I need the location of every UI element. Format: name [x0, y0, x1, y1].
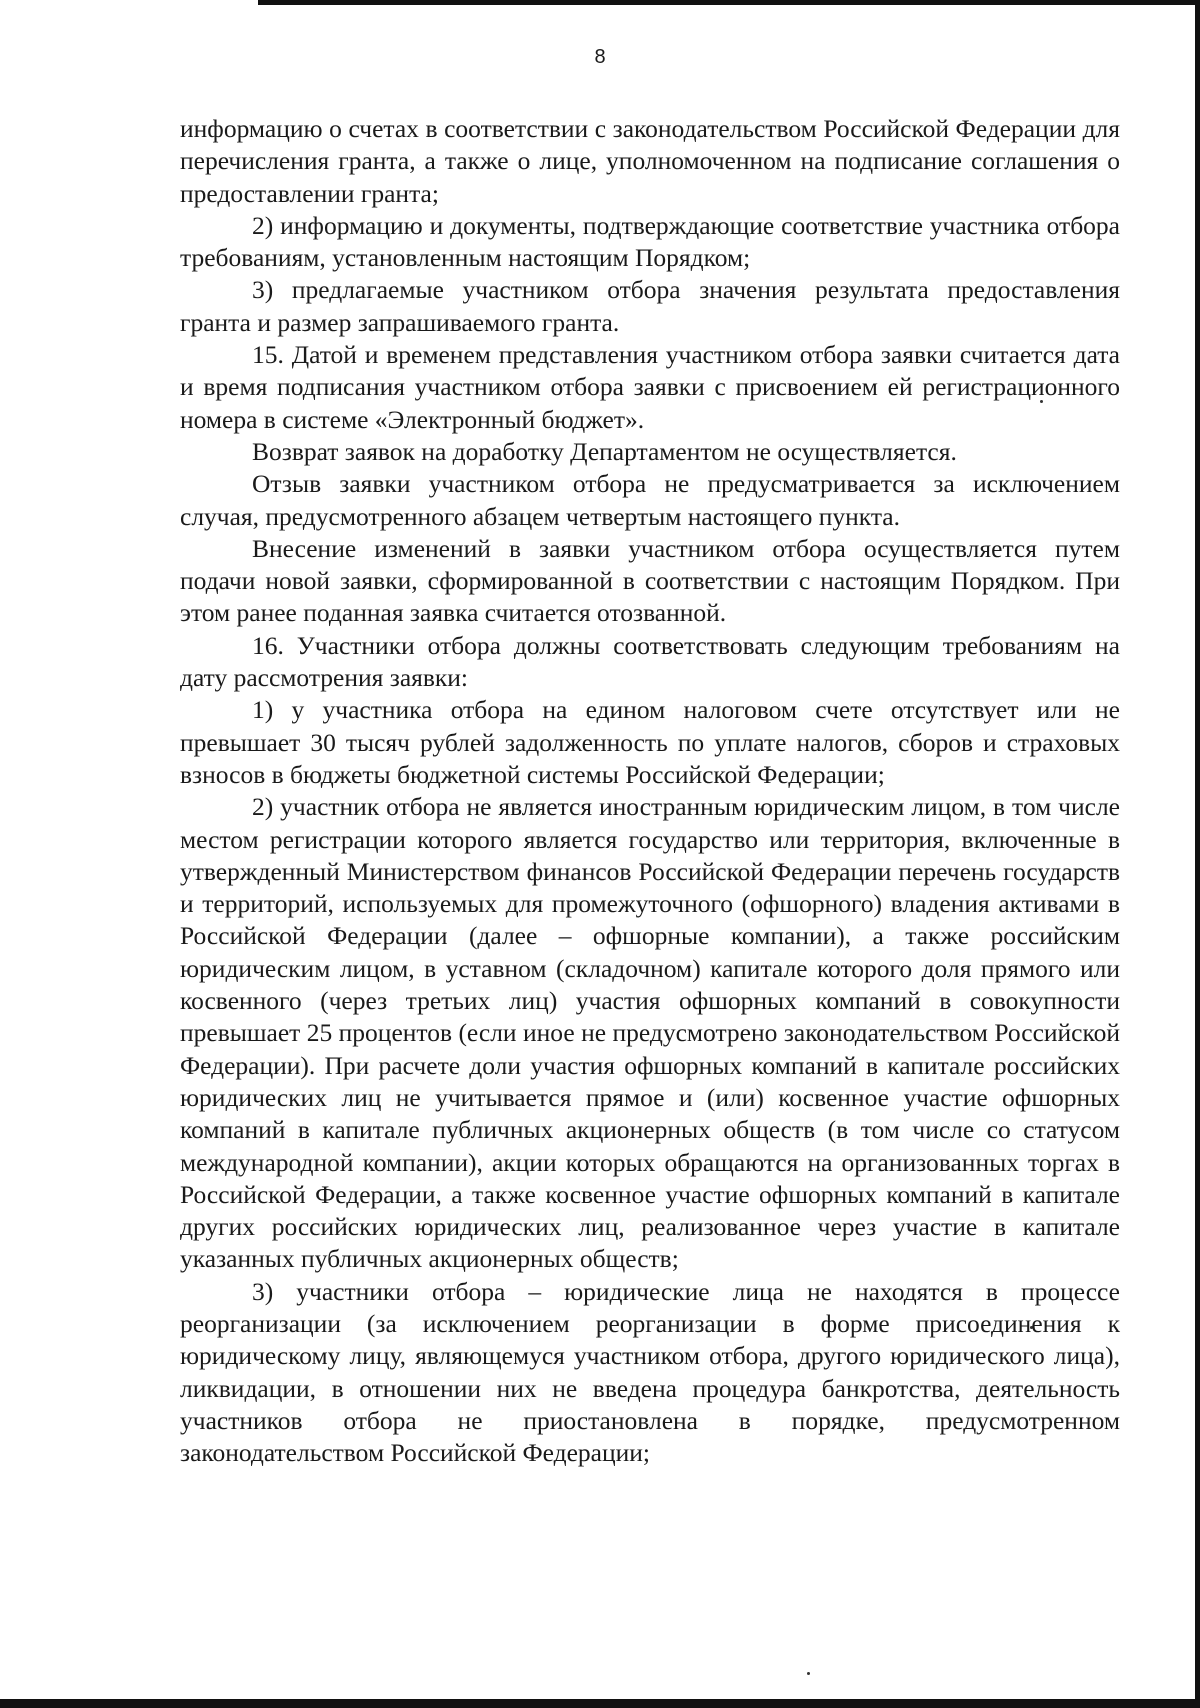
scan-border-right [1195, 0, 1200, 1708]
scan-border-bottom [0, 1699, 1200, 1708]
paragraph-continuation: информацию о счетах в соответствии с законодательством Российской Федерации для перечисления гранта, а также о лице, уполномоченном на подписание соглашения о предоставлении гранта; [180, 114, 1120, 208]
paragraph-item-2: 2) информацию и документы, подтверждающие соответствие участника отбора требованиям, установленным настоящим Порядком; [180, 210, 1120, 273]
paragraph-16-item-2: 2) участник отбора не является иностранным юридическим лицом, в том числе местом регистрации которого является государство или территория, включенные в утвержденный Министерством финансов Российской Федерации перечень государств и территорий, используемых для промежуточного (офшорного) владения активами в Российской Федерации (далее – офшорные компании), а также российским юридическим лицом, в уставном (складочном) капитале которого доля прямого или косвенного (через третьих лиц) участия офшорных компаний в совокупности превышает 25 процентов (если иное не предусмотрено законодательством Российской Федерации). При расчете доли участия офшорных компаний в капитале российских юридических лиц не учитывается прямое и (или) косвенное участие офшорных компаний в капитале публичных акционерных обществ (в том числе со статусом международной компании), акции которых обращаются на организованных торгах в Российской Федерации, а также косвенное участие офшорных компаний в капитале других российских юридических лиц, реализованное через участие в капитале указанных публичных акционерных обществ; [180, 792, 1120, 1274]
scan-border-top [258, 0, 1200, 5]
paragraph-withdraw: Отзыв заявки участником отбора не предусматривается за исключением случая, предусмотренного абзацем четвертым настоящего пункта. [180, 469, 1120, 531]
paragraph-return: Возврат заявок на доработку Департаментом не осуществляется. [252, 436, 957, 466]
page-number: 8 [594, 46, 606, 68]
paragraph-item-3: 3) предлагаемые участником отбора значения результата предоставления гранта и размер запрашиваемого гранта. [180, 275, 1120, 337]
scan-speck [807, 1672, 810, 1675]
paragraph-changes: Внесение изменений в заявки участником отбора осуществляется путем подачи новой заявки, сформированной в соответствии с настоящим Порядком. При этом ранее поданная заявка считается отозванной. [180, 533, 1120, 628]
paragraph-15: 15. Датой и временем представления участником отбора заявки считается дата и время подписания участником отбора заявки с присвоением ей регистрационного номера в системе «Электронный бюджет». [180, 340, 1120, 434]
document-body [180, 113, 1120, 1469]
paragraph-16-item-3: 3) участники отбора – юридические лица не находятся в процессе реорганизации (за исключением реорганизации в форме присоединения к юридическому лицу, являющемуся участником отбора, другого юридического лица), ликвидации, в отношении них не введена процедура банкротства, деятельность участников отбора не приостановлена в порядке, предусмотренном законодательством Российской Федерации; [180, 1276, 1120, 1468]
paragraph-16: 16. Участники отбора должны соответствовать следующим требованиям на дату рассмотрения заявки: [180, 630, 1120, 693]
paragraph-16-item-1: 1) у участника отбора на едином налоговом счете отсутствует или не превышает 30 тысяч рублей задолженность по уплате налогов, сборов и страховых взносов в бюджеты бюджетной системы Российской Федерации; [180, 695, 1120, 789]
